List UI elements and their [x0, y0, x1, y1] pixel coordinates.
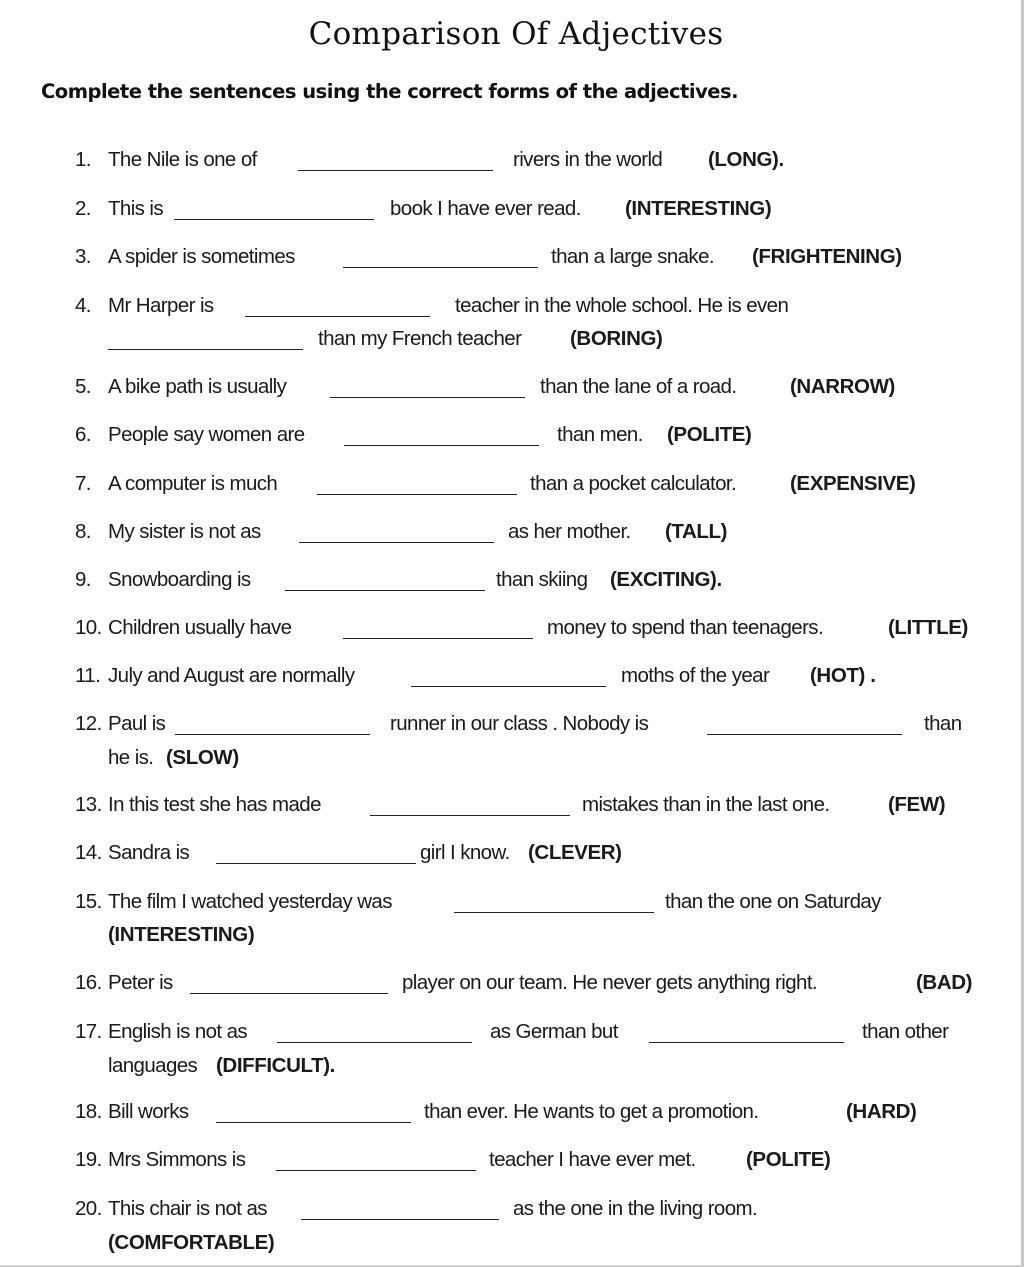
exercise-line [0, 1231, 1024, 1261]
item-number: 3. [75, 245, 91, 268]
adjective-keyword: (BORING) [570, 327, 663, 350]
answer-blank[interactable] [299, 542, 494, 543]
adjective-keyword: (HOT) . [810, 664, 876, 687]
item-number: 18. [75, 1100, 102, 1123]
item-number: 2. [75, 197, 91, 220]
exercise-line [0, 294, 1024, 324]
exercise-line [0, 664, 1024, 694]
sentence-text: girl I know. [420, 841, 510, 864]
exercise-line [0, 197, 1024, 227]
sentence-text: English is not as [108, 1020, 248, 1043]
adjective-keyword: (INTERESTING) [108, 923, 255, 946]
sentence-text: than other [862, 1020, 949, 1043]
answer-blank[interactable] [343, 267, 538, 268]
sentence-text: he is. [108, 746, 154, 769]
answer-blank[interactable] [301, 1219, 499, 1220]
sentence-text: than a large snake. [551, 245, 714, 268]
item-number: 4. [75, 294, 91, 317]
exercise-line [0, 520, 1024, 550]
exercise-line [0, 616, 1024, 646]
page-title: Comparison Of Adjectives [308, 16, 724, 52]
item-number: 15. [75, 890, 102, 913]
sentence-text: Peter is [108, 971, 173, 994]
adjective-keyword: (LITTLE) [888, 616, 968, 639]
sentence-text: teacher in the whole school. He is even [455, 294, 789, 317]
adjective-keyword: (COMFORTABLE) [108, 1231, 275, 1254]
item-number: 16. [75, 971, 102, 994]
sentence-text: as her mother. [508, 520, 631, 543]
sentence-text: player on our team. He never gets anything right. [402, 971, 818, 994]
exercise-line [0, 712, 1024, 742]
sentence-text: Bill works [108, 1100, 189, 1123]
sentence-text: than [924, 712, 962, 735]
exercise-line [0, 890, 1024, 920]
item-number: 8. [75, 520, 91, 543]
item-number: 7. [75, 472, 91, 495]
exercise-line [0, 1148, 1024, 1178]
sentence-text: as the one in the living room. [513, 1197, 758, 1220]
exercise-line [0, 472, 1024, 502]
sentence-text: money to spend than teenagers. [547, 616, 824, 639]
item-number: 12. [75, 712, 102, 735]
sentence-text: runner in our class . Nobody is [390, 712, 649, 735]
adjective-keyword: (FEW) [888, 793, 946, 816]
item-number: 19. [75, 1148, 102, 1171]
answer-blank[interactable] [343, 638, 533, 639]
item-number: 20. [75, 1197, 102, 1220]
adjective-keyword: (LONG). [708, 148, 784, 171]
answer-blank[interactable] [190, 993, 388, 994]
answer-blank[interactable] [175, 734, 370, 735]
adjective-keyword: (POLITE) [746, 1148, 831, 1171]
sentence-text: moths of the year [621, 664, 770, 687]
answer-blank[interactable] [285, 590, 485, 591]
adjective-keyword: (TALL) [665, 520, 728, 543]
sentence-text: Mr Harper is [108, 294, 214, 317]
sentence-text: languages [108, 1054, 198, 1077]
item-number: 10. [75, 616, 102, 639]
answer-blank[interactable] [277, 1042, 472, 1043]
sentence-text: rivers in the world [513, 148, 663, 171]
item-number: 13. [75, 793, 102, 816]
answer-blank[interactable] [454, 912, 654, 913]
sentence-text: than my French teacher [318, 327, 522, 350]
answer-blank[interactable] [330, 397, 525, 398]
sentence-text: A computer is much [108, 472, 278, 495]
sentence-text: mistakes than in the last one. [582, 793, 830, 816]
sentence-text: than ever. He wants to get a promotion. [424, 1100, 759, 1123]
adjective-keyword: (CLEVER) [528, 841, 622, 864]
exercise-line [0, 971, 1024, 1001]
sentence-text: than the one on Saturday [665, 890, 881, 913]
answer-blank[interactable] [245, 316, 430, 317]
adjective-keyword: (POLITE) [667, 423, 752, 446]
sentence-text: This is [108, 197, 164, 220]
item-number: 6. [75, 423, 91, 446]
answer-blank[interactable] [344, 445, 539, 446]
answer-blank[interactable] [707, 734, 902, 735]
sentence-text: as German but [490, 1020, 618, 1043]
item-number: 1. [75, 148, 91, 171]
exercise-line [0, 148, 1024, 178]
adjective-keyword: (BAD) [916, 971, 973, 994]
item-number: 11. [75, 664, 101, 687]
answer-blank[interactable] [370, 815, 570, 816]
adjective-keyword: (FRIGHTENING) [752, 245, 902, 268]
sentence-text: This chair is not as [108, 1197, 267, 1220]
item-number: 17. [75, 1020, 102, 1043]
answer-blank[interactable] [317, 494, 517, 495]
exercise-line [0, 1197, 1024, 1227]
sentence-text: teacher I have ever met. [489, 1148, 696, 1171]
adjective-keyword: (NARROW) [790, 375, 895, 398]
exercise-line [0, 923, 1024, 953]
exercise-line [0, 1020, 1024, 1050]
answer-blank[interactable] [216, 1122, 411, 1123]
sentence-text: Paul is [108, 712, 166, 735]
sentence-text: Sandra is [108, 841, 190, 864]
sentence-text: A bike path is usually [108, 375, 287, 398]
exercise-line [0, 327, 1024, 357]
exercise-line [0, 1100, 1024, 1130]
adjective-keyword: (INTERESTING) [625, 197, 772, 220]
exercise-line [0, 1054, 1024, 1084]
sentence-text: The Nile is one of [108, 148, 257, 171]
adjective-keyword: (HARD) [846, 1100, 917, 1123]
answer-blank[interactable] [276, 1170, 476, 1171]
sentence-text: book I have ever read. [390, 197, 581, 220]
sentence-text: My sister is not as [108, 520, 261, 543]
sentence-text: In this test she has made [108, 793, 321, 816]
exercise-line [0, 423, 1024, 453]
answer-blank[interactable] [108, 349, 303, 350]
answer-blank[interactable] [216, 863, 416, 864]
adjective-keyword: (SLOW) [166, 746, 239, 769]
item-number: 14. [75, 841, 102, 864]
sentence-text: People say women are [108, 423, 305, 446]
sentence-text: Snowboarding is [108, 568, 251, 591]
sentence-text: The film I watched yesterday was [108, 890, 392, 913]
sentence-text: than skiing [496, 568, 588, 591]
answer-blank[interactable] [649, 1042, 844, 1043]
sentence-text: July and August are normally [108, 664, 355, 687]
sentence-text: Children usually have [108, 616, 292, 639]
exercise-line [0, 568, 1024, 598]
sentence-text: than a pocket calculator. [530, 472, 737, 495]
adjective-keyword: (EXPENSIVE) [790, 472, 916, 495]
answer-blank[interactable] [411, 686, 606, 687]
adjective-keyword: (DIFFICULT). [216, 1054, 335, 1077]
answer-blank[interactable] [174, 219, 374, 220]
exercise-line [0, 793, 1024, 823]
sentence-text: than the lane of a road. [540, 375, 737, 398]
exercise-line [0, 245, 1024, 275]
adjective-keyword: (EXCITING). [610, 568, 722, 591]
sentence-text: Mrs Simmons is [108, 1148, 246, 1171]
item-number: 5. [75, 375, 91, 398]
exercise-line [0, 375, 1024, 405]
answer-blank[interactable] [298, 170, 493, 171]
sentence-text: than men. [557, 423, 643, 446]
item-number: 9. [75, 568, 91, 591]
exercise-line [0, 746, 1024, 776]
instructions: Complete the sentences using the correct forms of the adjectives. [41, 80, 739, 103]
exercise-line [0, 841, 1024, 871]
sentence-text: A spider is sometimes [108, 245, 295, 268]
